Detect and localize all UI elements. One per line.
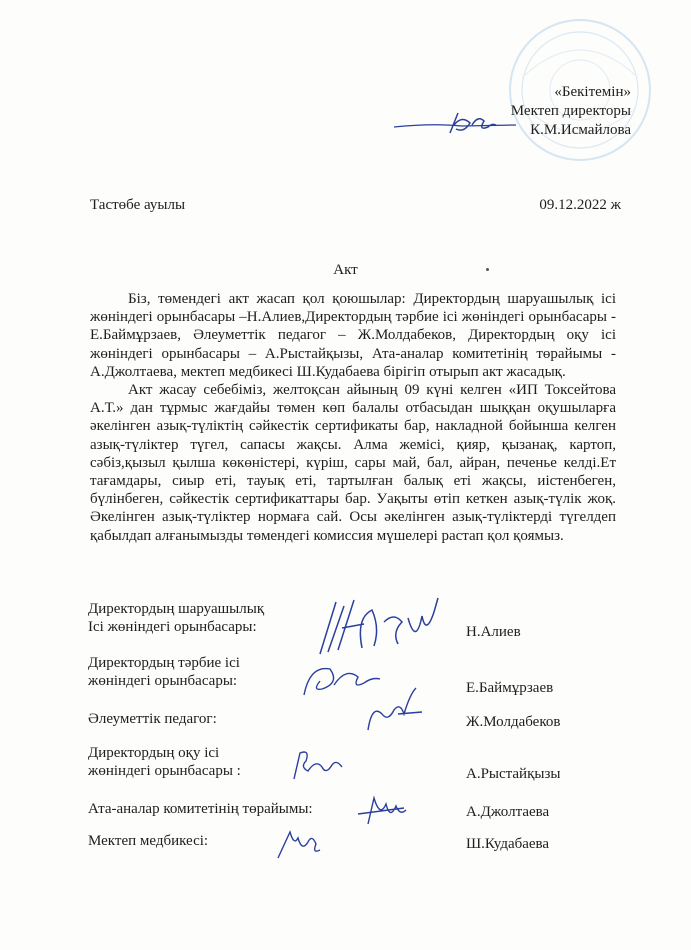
signature-kudabaeva [272, 824, 332, 864]
signatory-role [88, 600, 264, 636]
signatory-role [88, 800, 313, 818]
signatory-name: А.Джолтаева [466, 804, 550, 820]
signatory-role [88, 744, 241, 780]
approval-block [511, 83, 631, 140]
role-line: Мектеп медбикесі: [88, 833, 209, 849]
signature-joltaeva [354, 790, 414, 830]
role-line: Директордың тәрбие ісі [88, 655, 240, 671]
place-name: Тастөбе ауылы [90, 197, 186, 213]
role-line: Директордың шаруашылық [88, 601, 265, 617]
role-line: Директордың оқу ісі [88, 745, 220, 761]
role-line: жөніндегі орынбасары: [88, 673, 238, 689]
role-line: жөніндегі орынбасары : [88, 763, 241, 779]
signatory-name: Ж.Молдабеков [466, 714, 561, 730]
ink-dot [486, 268, 489, 271]
signatory-name: Н.Алиев [466, 624, 521, 640]
signatory-role [88, 654, 240, 690]
signature-rystaikyzy [288, 745, 348, 785]
role-line: Ісі жөніндегі орынбасары: [88, 619, 257, 635]
document-title: Акт [333, 262, 358, 278]
signatory-role [88, 710, 217, 728]
signature-aliev [298, 588, 448, 658]
approval-director-name: К.М.Исмайлова [530, 122, 631, 138]
signatory-role [88, 832, 208, 850]
act-body [90, 290, 616, 545]
director-signature [392, 103, 517, 143]
act-paragraph-1: Біз, төмендегі акт жасап қол қоюшылар: Директордың шаруашылық ісі жөніндегі орынбасары –Н.Алиев,Директордың тәрбие ісі жөніндегі орынбасары - Е.Баймұрзаев, Әлеуметтік педагог – Ж.Молдабеков, Директордың оқу ісі жөніндегі орынбасары – А.Рыстайқызы, Ата-аналар комитетінің төрайымы - А.Джолтаева, мектеп медбикесі Ш.Кудабаева бірігіп отырып акт жасадық. [90, 291, 616, 380]
signature-moldabekov [360, 684, 430, 734]
signatory-name: Ш.Кудабаева [466, 836, 550, 852]
approval-position: Мектеп директоры [510, 103, 631, 119]
role-line: Ата-аналар комитетінің төрайымы: [88, 801, 313, 817]
signatory-name: А.Рыстайқызы [466, 766, 561, 782]
approval-heading: «Бекітемін» [554, 84, 631, 100]
role-line: Әлеуметтік педагог: [88, 711, 217, 727]
act-paragraph-2: Акт жасау себебіміз, желтоқсан айының 09 күні келген «ИП Токсейтова А.Т.» дан тұрмыс жағдайы төмен көп балалы отбасыдан шыққан оқушыларға әкелінген азық-түліктің сәйкестік сертификаты бар, накладной бойынша келген азық-түліктер түгел, сапасы жақсы. Алма жемісі, қияр, қызанақ, картоп, сәбіз,қызыл қылша көкөністері, күріш, сары май, бал, айран, печенье келді.Ет тағамдары, сиыр еті, тауық еті, тартылған балық еті жақсы, иістенбеген, бүлінбеген, сәйкестік сертификаттары бар. Уақыты өтіп кеткен азық-түлік жоқ. Әкелінген азық-түліктер нормаға сай. Осы әкелінген азық-түліктерді түгелдеп қабылдап алғанымызды төмендегі комиссия мүшелері растап қол қоямыз. [90, 382, 616, 544]
document-date: 09.12.2022 ж [539, 197, 621, 213]
signatory-name: Е.Баймұрзаев [466, 680, 554, 696]
